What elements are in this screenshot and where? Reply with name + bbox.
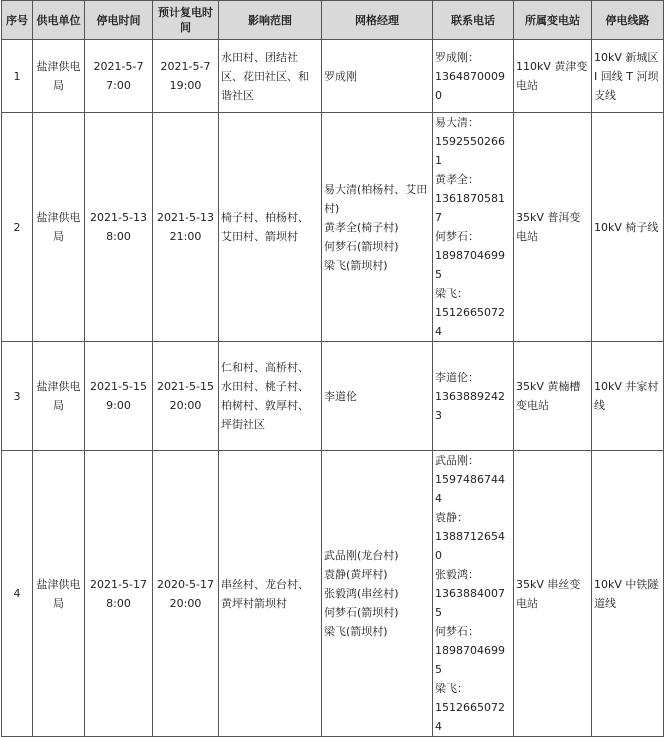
cell-unit: 盐津供电局	[33, 342, 85, 451]
cell-managers: 罗成刚	[322, 40, 433, 113]
table-row	[2, 451, 664, 737]
cell-start	[85, 40, 153, 113]
cell-end	[153, 451, 219, 737]
cell-managers: 李道伦	[322, 342, 433, 451]
start-time: 7:00	[106, 79, 131, 92]
end-date: 2021-5-7	[160, 60, 211, 73]
cell-managers: 武品刚(龙台村) 袁静(黄坪村) 张毅鸿(串丝村) 何梦石(箭坝村) 梁飞(箭坝村)	[322, 451, 433, 737]
cell-start	[85, 342, 153, 451]
cell-start	[85, 113, 153, 342]
cell-unit: 盐津供电局	[33, 40, 85, 113]
start-date: 2021-5-13	[90, 211, 147, 224]
end-date: 2021-5-13	[157, 211, 214, 224]
header-unit: 供电单位	[33, 1, 85, 40]
start-date: 2021-5-17	[90, 577, 147, 591]
cell-substation: 35kV 黄楠槽变电站	[514, 342, 592, 451]
cell-substation: 110kV 黄津变电站	[514, 40, 592, 113]
cell-area: 串丝村、龙台村、黄坪村箭坝村	[219, 451, 322, 737]
cell-substation: 35kV 普洱变电站	[514, 113, 592, 342]
cell-line: 10kV 中铁隧道线	[592, 451, 664, 737]
end-time: 19:00	[169, 79, 202, 92]
table-row	[2, 40, 664, 113]
end-time: 21:00	[169, 230, 202, 243]
cell-no: 3	[2, 342, 33, 451]
header-substation: 所属变电站	[514, 1, 592, 40]
cell-no: 2	[2, 113, 33, 342]
header-phones: 联系电话	[433, 1, 514, 40]
cell-no: 1	[2, 40, 33, 113]
end-time: 20:00	[169, 596, 202, 610]
cell-phones: 罗成刚： 13648700090	[433, 40, 514, 113]
cell-line: 10kV 新城区 I 回线 T 河坝支线	[592, 40, 664, 113]
header-start: 停电时间	[85, 1, 153, 40]
table-row	[2, 342, 664, 451]
start-time: 9:00	[106, 399, 131, 412]
cell-area: 水田村、团结社区、花田社区、和谐社区	[219, 40, 322, 113]
header-managers: 网格经理	[322, 1, 433, 40]
end-date: 2021-5-15	[157, 380, 214, 393]
cell-line: 10kV 井家村线	[592, 342, 664, 451]
cell-substation: 35kV 串丝变电站	[514, 451, 592, 737]
start-date: 2021-5-15	[90, 380, 147, 393]
cell-end	[153, 342, 219, 451]
end-time: 20:00	[169, 399, 202, 412]
cell-no: 4	[2, 451, 33, 737]
cell-end	[153, 40, 219, 113]
cell-unit: 盐津供电局	[33, 113, 85, 342]
header-end: 预计复电时间	[153, 1, 219, 40]
cell-phones: 武品刚： 15974867444 袁静： 13887126540 张毅鸿： 13638840075 何梦石： 18987046995 梁飞： 15126650724	[433, 451, 514, 737]
outage-notice-table	[1, 0, 664, 737]
cell-line: 10kV 椅子线	[592, 113, 664, 342]
cell-managers: 易大清(柏杨村、艾田村) 黄孝全(椅子村) 何梦石(箭坝村) 梁飞(箭坝村)	[322, 113, 433, 342]
start-date: 2021-5-7	[93, 60, 144, 73]
cell-area: 椅子村、柏杨村、艾田村、箭坝村	[219, 113, 322, 342]
header-area: 影响范围	[219, 1, 322, 40]
cell-phones: 李道伦： 13638892423	[433, 342, 514, 451]
table-row	[2, 113, 664, 342]
start-time: 8:00	[106, 230, 131, 243]
cell-end	[153, 113, 219, 342]
cell-phones: 易大清： 15925502661 黄孝全： 13618705817 何梦石： 18987046995 梁飞： 15126650724	[433, 113, 514, 342]
start-time: 8:00	[106, 596, 131, 610]
header-line: 停电线路	[592, 1, 664, 40]
end-date: 2020-5-17	[157, 577, 214, 591]
header-no: 序号	[2, 1, 33, 40]
header-row	[2, 1, 664, 40]
cell-area: 仁和村、高桥村、水田村、桃子村、柏树村、敦厚村、坪街社区	[219, 342, 322, 451]
cell-unit: 盐津供电局	[33, 451, 85, 737]
cell-start	[85, 451, 153, 737]
